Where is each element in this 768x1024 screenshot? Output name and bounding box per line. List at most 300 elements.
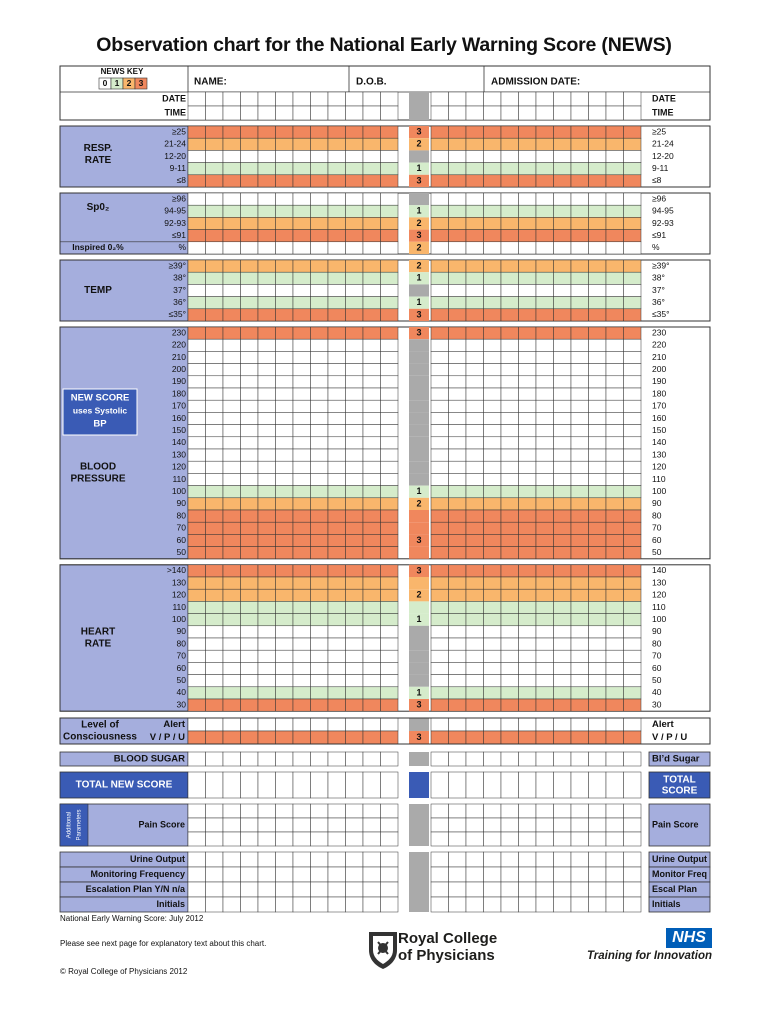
observation-cell[interactable] — [624, 297, 642, 309]
observation-cell[interactable] — [241, 327, 259, 339]
observation-cell[interactable] — [293, 284, 311, 296]
observation-cell[interactable] — [431, 138, 449, 150]
observation-cell[interactable] — [293, 718, 311, 731]
observation-cell[interactable] — [258, 400, 276, 412]
observation-cell[interactable] — [311, 425, 329, 437]
observation-cell[interactable] — [188, 626, 206, 638]
observation-cell[interactable] — [484, 731, 502, 744]
observation-cell[interactable] — [241, 449, 259, 461]
observation-cell[interactable] — [258, 614, 276, 626]
bottom-row-cell[interactable] — [519, 897, 537, 912]
observation-cell[interactable] — [223, 400, 241, 412]
observation-cell[interactable] — [589, 388, 607, 400]
observation-cell[interactable] — [501, 614, 519, 626]
observation-cell[interactable] — [431, 217, 449, 229]
observation-cell[interactable] — [223, 718, 241, 731]
observation-cell[interactable] — [258, 412, 276, 424]
observation-cell[interactable] — [241, 699, 259, 711]
date-time-cell[interactable] — [554, 106, 572, 120]
observation-cell[interactable] — [346, 534, 364, 546]
observation-cell[interactable] — [188, 260, 206, 272]
observation-cell[interactable] — [536, 376, 554, 388]
date-time-cell[interactable] — [536, 106, 554, 120]
observation-cell[interactable] — [466, 577, 484, 589]
observation-cell[interactable] — [293, 614, 311, 626]
observation-cell[interactable] — [606, 577, 624, 589]
observation-cell[interactable] — [571, 662, 589, 674]
observation-cell[interactable] — [431, 388, 449, 400]
observation-cell[interactable] — [519, 175, 537, 187]
observation-cell[interactable] — [258, 510, 276, 522]
observation-cell[interactable] — [606, 260, 624, 272]
observation-cell[interactable] — [206, 437, 224, 449]
observation-cell[interactable] — [188, 230, 206, 242]
additional-param-cell[interactable] — [606, 818, 624, 832]
observation-cell[interactable] — [241, 687, 259, 699]
observation-cell[interactable] — [554, 534, 572, 546]
observation-cell[interactable] — [258, 638, 276, 650]
additional-param-cell[interactable] — [363, 804, 381, 818]
observation-cell[interactable] — [519, 351, 537, 363]
observation-cell[interactable] — [363, 339, 381, 351]
observation-cell[interactable] — [328, 534, 346, 546]
observation-cell[interactable] — [293, 376, 311, 388]
observation-cell[interactable] — [293, 150, 311, 162]
observation-cell[interactable] — [188, 510, 206, 522]
observation-cell[interactable] — [328, 400, 346, 412]
observation-cell[interactable] — [536, 601, 554, 613]
observation-cell[interactable] — [554, 193, 572, 205]
observation-cell[interactable] — [606, 297, 624, 309]
observation-cell[interactable] — [381, 388, 399, 400]
additional-param-cell[interactable] — [293, 804, 311, 818]
observation-cell[interactable] — [206, 638, 224, 650]
observation-cell[interactable] — [571, 486, 589, 498]
observation-cell[interactable] — [258, 718, 276, 731]
observation-cell[interactable] — [536, 461, 554, 473]
total-score-cell[interactable] — [624, 772, 642, 798]
date-time-cell[interactable] — [328, 106, 346, 120]
observation-cell[interactable] — [501, 163, 519, 175]
total-score-cell[interactable] — [188, 772, 206, 798]
date-time-cell[interactable] — [381, 106, 399, 120]
observation-cell[interactable] — [188, 272, 206, 284]
observation-cell[interactable] — [501, 425, 519, 437]
observation-cell[interactable] — [206, 662, 224, 674]
observation-cell[interactable] — [293, 412, 311, 424]
observation-cell[interactable] — [328, 614, 346, 626]
observation-cell[interactable] — [293, 400, 311, 412]
observation-cell[interactable] — [484, 351, 502, 363]
observation-cell[interactable] — [276, 193, 294, 205]
observation-cell[interactable] — [519, 565, 537, 577]
observation-cell[interactable] — [449, 486, 467, 498]
observation-cell[interactable] — [258, 601, 276, 613]
observation-cell[interactable] — [536, 699, 554, 711]
observation-cell[interactable] — [381, 522, 399, 534]
observation-cell[interactable] — [328, 284, 346, 296]
observation-cell[interactable] — [431, 522, 449, 534]
observation-cell[interactable] — [206, 297, 224, 309]
observation-cell[interactable] — [606, 731, 624, 744]
observation-cell[interactable] — [606, 364, 624, 376]
total-score-cell[interactable] — [311, 772, 329, 798]
observation-cell[interactable] — [276, 175, 294, 187]
observation-cell[interactable] — [571, 412, 589, 424]
observation-cell[interactable] — [293, 461, 311, 473]
observation-cell[interactable] — [276, 150, 294, 162]
observation-cell[interactable] — [571, 461, 589, 473]
observation-cell[interactable] — [624, 351, 642, 363]
observation-cell[interactable] — [258, 650, 276, 662]
observation-cell[interactable] — [519, 534, 537, 546]
observation-cell[interactable] — [536, 534, 554, 546]
observation-cell[interactable] — [571, 150, 589, 162]
date-time-cell[interactable] — [554, 92, 572, 106]
additional-param-cell[interactable] — [519, 818, 537, 832]
observation-cell[interactable] — [363, 260, 381, 272]
observation-cell[interactable] — [241, 565, 259, 577]
observation-cell[interactable] — [466, 650, 484, 662]
observation-cell[interactable] — [624, 565, 642, 577]
observation-cell[interactable] — [449, 400, 467, 412]
observation-cell[interactable] — [346, 522, 364, 534]
observation-cell[interactable] — [466, 510, 484, 522]
bottom-row-cell[interactable] — [431, 897, 449, 912]
observation-cell[interactable] — [466, 339, 484, 351]
observation-cell[interactable] — [311, 486, 329, 498]
observation-cell[interactable] — [206, 284, 224, 296]
observation-cell[interactable] — [624, 193, 642, 205]
observation-cell[interactable] — [223, 473, 241, 485]
observation-cell[interactable] — [311, 461, 329, 473]
bottom-row-cell[interactable] — [466, 882, 484, 897]
observation-cell[interactable] — [328, 650, 346, 662]
observation-cell[interactable] — [381, 565, 399, 577]
date-time-cell[interactable] — [484, 106, 502, 120]
observation-cell[interactable] — [589, 242, 607, 254]
observation-cell[interactable] — [258, 163, 276, 175]
observation-cell[interactable] — [206, 175, 224, 187]
additional-param-cell[interactable] — [624, 804, 642, 818]
observation-cell[interactable] — [606, 217, 624, 229]
blood-sugar-cell[interactable] — [206, 752, 224, 766]
observation-cell[interactable] — [328, 175, 346, 187]
observation-cell[interactable] — [381, 284, 399, 296]
observation-cell[interactable] — [381, 718, 399, 731]
observation-cell[interactable] — [311, 601, 329, 613]
observation-cell[interactable] — [466, 364, 484, 376]
observation-cell[interactable] — [606, 675, 624, 687]
observation-cell[interactable] — [606, 522, 624, 534]
observation-cell[interactable] — [449, 388, 467, 400]
observation-cell[interactable] — [554, 425, 572, 437]
observation-cell[interactable] — [223, 437, 241, 449]
observation-cell[interactable] — [466, 718, 484, 731]
observation-cell[interactable] — [311, 565, 329, 577]
observation-cell[interactable] — [241, 589, 259, 601]
observation-cell[interactable] — [501, 449, 519, 461]
observation-cell[interactable] — [536, 662, 554, 674]
observation-cell[interactable] — [311, 163, 329, 175]
observation-cell[interactable] — [206, 534, 224, 546]
observation-cell[interactable] — [501, 242, 519, 254]
observation-cell[interactable] — [363, 565, 381, 577]
observation-cell[interactable] — [589, 577, 607, 589]
date-time-cell[interactable] — [589, 92, 607, 106]
observation-cell[interactable] — [363, 731, 381, 744]
observation-cell[interactable] — [328, 699, 346, 711]
observation-cell[interactable] — [519, 376, 537, 388]
observation-cell[interactable] — [328, 260, 346, 272]
observation-cell[interactable] — [311, 205, 329, 217]
observation-cell[interactable] — [449, 230, 467, 242]
observation-cell[interactable] — [449, 126, 467, 138]
observation-cell[interactable] — [484, 718, 502, 731]
observation-cell[interactable] — [346, 230, 364, 242]
observation-cell[interactable] — [466, 260, 484, 272]
additional-param-cell[interactable] — [624, 832, 642, 846]
observation-cell[interactable] — [293, 626, 311, 638]
observation-cell[interactable] — [571, 400, 589, 412]
observation-cell[interactable] — [293, 193, 311, 205]
date-time-cell[interactable] — [571, 92, 589, 106]
observation-cell[interactable] — [449, 547, 467, 559]
observation-cell[interactable] — [381, 473, 399, 485]
bottom-row-cell[interactable] — [328, 882, 346, 897]
observation-cell[interactable] — [328, 486, 346, 498]
additional-param-cell[interactable] — [223, 804, 241, 818]
observation-cell[interactable] — [449, 699, 467, 711]
observation-cell[interactable] — [241, 412, 259, 424]
observation-cell[interactable] — [206, 217, 224, 229]
additional-param-cell[interactable] — [536, 832, 554, 846]
observation-cell[interactable] — [449, 577, 467, 589]
observation-cell[interactable] — [536, 150, 554, 162]
bottom-row-cell[interactable] — [328, 852, 346, 867]
observation-cell[interactable] — [346, 309, 364, 321]
observation-cell[interactable] — [381, 675, 399, 687]
observation-cell[interactable] — [501, 175, 519, 187]
observation-cell[interactable] — [554, 351, 572, 363]
observation-cell[interactable] — [346, 601, 364, 613]
bottom-row-cell[interactable] — [363, 852, 381, 867]
observation-cell[interactable] — [431, 126, 449, 138]
observation-cell[interactable] — [589, 193, 607, 205]
observation-cell[interactable] — [589, 230, 607, 242]
observation-cell[interactable] — [311, 376, 329, 388]
observation-cell[interactable] — [241, 425, 259, 437]
observation-cell[interactable] — [624, 388, 642, 400]
bottom-row-cell[interactable] — [311, 897, 329, 912]
observation-cell[interactable] — [536, 547, 554, 559]
bottom-row-cell[interactable] — [589, 882, 607, 897]
observation-cell[interactable] — [606, 351, 624, 363]
observation-cell[interactable] — [363, 577, 381, 589]
observation-cell[interactable] — [293, 297, 311, 309]
date-time-cell[interactable] — [293, 92, 311, 106]
observation-cell[interactable] — [519, 150, 537, 162]
observation-cell[interactable] — [381, 193, 399, 205]
additional-param-cell[interactable] — [223, 832, 241, 846]
observation-cell[interactable] — [536, 351, 554, 363]
observation-cell[interactable] — [501, 577, 519, 589]
observation-cell[interactable] — [258, 339, 276, 351]
observation-cell[interactable] — [606, 163, 624, 175]
additional-param-cell[interactable] — [381, 832, 399, 846]
blood-sugar-cell[interactable] — [258, 752, 276, 766]
additional-param-cell[interactable] — [519, 804, 537, 818]
observation-cell[interactable] — [223, 339, 241, 351]
observation-cell[interactable] — [223, 138, 241, 150]
observation-cell[interactable] — [624, 400, 642, 412]
observation-cell[interactable] — [293, 699, 311, 711]
observation-cell[interactable] — [363, 284, 381, 296]
bottom-row-cell[interactable] — [606, 852, 624, 867]
observation-cell[interactable] — [589, 272, 607, 284]
observation-cell[interactable] — [519, 388, 537, 400]
observation-cell[interactable] — [484, 193, 502, 205]
total-score-cell[interactable] — [206, 772, 224, 798]
additional-param-cell[interactable] — [449, 804, 467, 818]
observation-cell[interactable] — [363, 498, 381, 510]
observation-cell[interactable] — [346, 297, 364, 309]
bottom-row-cell[interactable] — [276, 897, 294, 912]
bottom-row-cell[interactable] — [536, 867, 554, 882]
observation-cell[interactable] — [431, 510, 449, 522]
additional-param-cell[interactable] — [276, 818, 294, 832]
observation-cell[interactable] — [624, 260, 642, 272]
date-time-cell[interactable] — [346, 106, 364, 120]
observation-cell[interactable] — [484, 388, 502, 400]
observation-cell[interactable] — [241, 614, 259, 626]
additional-param-cell[interactable] — [206, 832, 224, 846]
observation-cell[interactable] — [589, 126, 607, 138]
observation-cell[interactable] — [624, 412, 642, 424]
blood-sugar-cell[interactable] — [589, 752, 607, 766]
additional-param-cell[interactable] — [519, 832, 537, 846]
observation-cell[interactable] — [431, 327, 449, 339]
observation-cell[interactable] — [554, 126, 572, 138]
observation-cell[interactable] — [624, 175, 642, 187]
observation-cell[interactable] — [206, 260, 224, 272]
total-score-cell[interactable] — [449, 772, 467, 798]
observation-cell[interactable] — [589, 473, 607, 485]
observation-cell[interactable] — [554, 260, 572, 272]
observation-cell[interactable] — [276, 242, 294, 254]
bottom-row-cell[interactable] — [501, 882, 519, 897]
additional-param-cell[interactable] — [624, 818, 642, 832]
observation-cell[interactable] — [501, 150, 519, 162]
observation-cell[interactable] — [624, 589, 642, 601]
observation-cell[interactable] — [363, 217, 381, 229]
observation-cell[interactable] — [484, 473, 502, 485]
observation-cell[interactable] — [589, 449, 607, 461]
observation-cell[interactable] — [311, 230, 329, 242]
observation-cell[interactable] — [223, 230, 241, 242]
observation-cell[interactable] — [466, 327, 484, 339]
observation-cell[interactable] — [328, 230, 346, 242]
observation-cell[interactable] — [589, 638, 607, 650]
observation-cell[interactable] — [206, 138, 224, 150]
bottom-row-cell[interactable] — [311, 867, 329, 882]
date-time-cell[interactable] — [346, 92, 364, 106]
bottom-row-cell[interactable] — [328, 897, 346, 912]
observation-cell[interactable] — [363, 126, 381, 138]
observation-cell[interactable] — [536, 297, 554, 309]
observation-cell[interactable] — [381, 309, 399, 321]
observation-cell[interactable] — [571, 687, 589, 699]
observation-cell[interactable] — [554, 510, 572, 522]
observation-cell[interactable] — [589, 486, 607, 498]
observation-cell[interactable] — [223, 327, 241, 339]
observation-cell[interactable] — [501, 351, 519, 363]
observation-cell[interactable] — [484, 126, 502, 138]
observation-cell[interactable] — [258, 461, 276, 473]
observation-cell[interactable] — [501, 376, 519, 388]
observation-cell[interactable] — [431, 601, 449, 613]
observation-cell[interactable] — [328, 364, 346, 376]
observation-cell[interactable] — [589, 297, 607, 309]
observation-cell[interactable] — [449, 614, 467, 626]
additional-param-cell[interactable] — [536, 804, 554, 818]
observation-cell[interactable] — [276, 339, 294, 351]
observation-cell[interactable] — [449, 150, 467, 162]
observation-cell[interactable] — [293, 217, 311, 229]
date-time-cell[interactable] — [241, 106, 259, 120]
observation-cell[interactable] — [449, 662, 467, 674]
observation-cell[interactable] — [624, 309, 642, 321]
bottom-row-cell[interactable] — [188, 897, 206, 912]
observation-cell[interactable] — [536, 126, 554, 138]
observation-cell[interactable] — [276, 297, 294, 309]
observation-cell[interactable] — [188, 498, 206, 510]
observation-cell[interactable] — [554, 601, 572, 613]
date-time-cell[interactable] — [519, 106, 537, 120]
observation-cell[interactable] — [346, 449, 364, 461]
observation-cell[interactable] — [554, 242, 572, 254]
observation-cell[interactable] — [624, 461, 642, 473]
observation-cell[interactable] — [501, 687, 519, 699]
observation-cell[interactable] — [346, 163, 364, 175]
observation-cell[interactable] — [346, 126, 364, 138]
observation-cell[interactable] — [258, 699, 276, 711]
observation-cell[interactable] — [363, 638, 381, 650]
observation-cell[interactable] — [311, 193, 329, 205]
observation-cell[interactable] — [381, 577, 399, 589]
observation-cell[interactable] — [311, 297, 329, 309]
observation-cell[interactable] — [311, 498, 329, 510]
observation-cell[interactable] — [206, 150, 224, 162]
observation-cell[interactable] — [346, 662, 364, 674]
observation-cell[interactable] — [466, 731, 484, 744]
observation-cell[interactable] — [606, 486, 624, 498]
observation-cell[interactable] — [606, 510, 624, 522]
observation-cell[interactable] — [466, 163, 484, 175]
observation-cell[interactable] — [293, 260, 311, 272]
observation-cell[interactable] — [589, 731, 607, 744]
bottom-row-cell[interactable] — [223, 867, 241, 882]
date-time-cell[interactable] — [363, 92, 381, 106]
observation-cell[interactable] — [449, 626, 467, 638]
observation-cell[interactable] — [293, 565, 311, 577]
observation-cell[interactable] — [328, 662, 346, 674]
observation-cell[interactable] — [363, 662, 381, 674]
observation-cell[interactable] — [484, 260, 502, 272]
observation-cell[interactable] — [606, 193, 624, 205]
observation-cell[interactable] — [554, 522, 572, 534]
observation-cell[interactable] — [346, 260, 364, 272]
